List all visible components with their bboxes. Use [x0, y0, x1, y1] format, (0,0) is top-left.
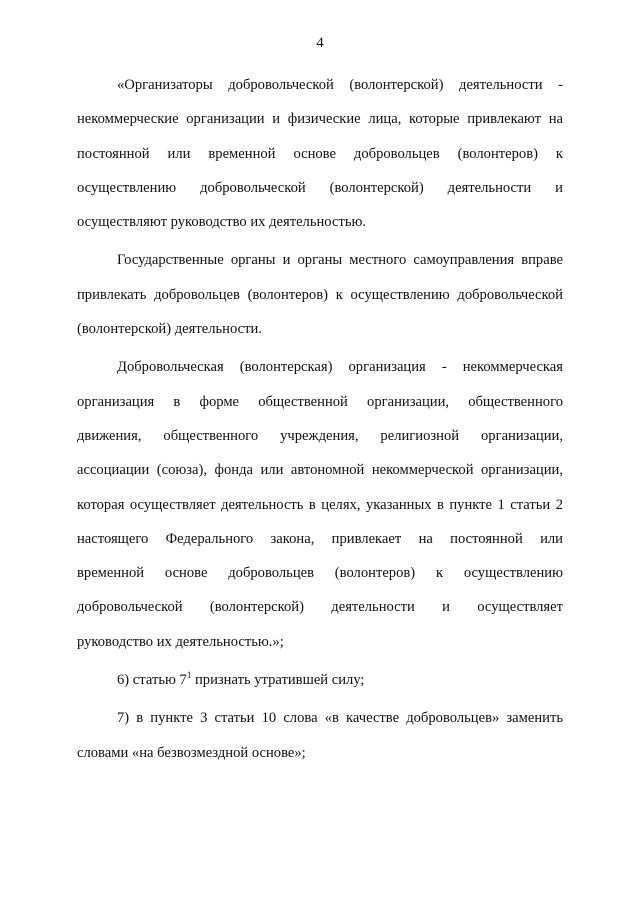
text-line: (волонтерской) деятельности. [77, 321, 262, 338]
text-line: которая осуществляет деятельность в целях, указанных в пункте 1 статьи 2 [77, 496, 563, 513]
text-line: привлекать добровольцев (волонтеров) к осуществлению добровольческой [77, 286, 563, 303]
text-line: добровольческой (волонтерской) деятельности и осуществляет [77, 599, 563, 616]
text-line: организация в форме общественной организации, общественного [77, 393, 563, 410]
paragraph-item-6 [77, 663, 563, 697]
document-body [77, 68, 563, 774]
text-line: Государственные органы и органы местного самоуправления вправе [117, 252, 563, 269]
text-line: «Организаторы добровольческой (волонтерской) деятельности - [117, 77, 563, 93]
text-line: 7) в пункте 3 статьи 10 слова «в качестве добровольцев» заменить [117, 710, 563, 727]
text-line: словами «на безвозмездной основе»; [77, 744, 306, 761]
item-6-text-end: признать утратившей силу; [191, 672, 365, 689]
text-line: временной основе добровольцев (волонтеров) к осуществлению [77, 565, 563, 582]
paragraph-state-bodies [77, 243, 563, 346]
text-line: ассоциации (союза), фонда или автономной некоммерческой организации, [77, 462, 563, 479]
paragraph-volunteer-organization [77, 350, 563, 659]
text-line: осуществлению добровольческой (волонтерской) деятельности и [77, 179, 563, 196]
text-line: постоянной или временной основе добровольцев (волонтеров) к [77, 145, 563, 162]
page-number: 4 [316, 35, 324, 51]
text-line: некоммерческие организации и физические лица, которые привлекают на [77, 111, 563, 128]
paragraph-organizers-definition [77, 68, 563, 239]
text-line [77, 663, 563, 697]
text-line: Добровольческая (волонтерская) организация - некоммерческая [117, 359, 563, 376]
paragraph-item-7 [77, 701, 563, 770]
text-line: движения, общественного учреждения, религиозной организации, [77, 427, 563, 444]
superscript: 1 [186, 670, 192, 681]
text-line: настоящего Федерального закона, привлекает на постоянной или [77, 530, 563, 547]
text-line: осуществляют руководство их деятельностью. [77, 214, 367, 231]
item-6-text: 6) статью 7 [117, 672, 187, 689]
text-line: руководство их деятельностью.»; [77, 633, 284, 650]
